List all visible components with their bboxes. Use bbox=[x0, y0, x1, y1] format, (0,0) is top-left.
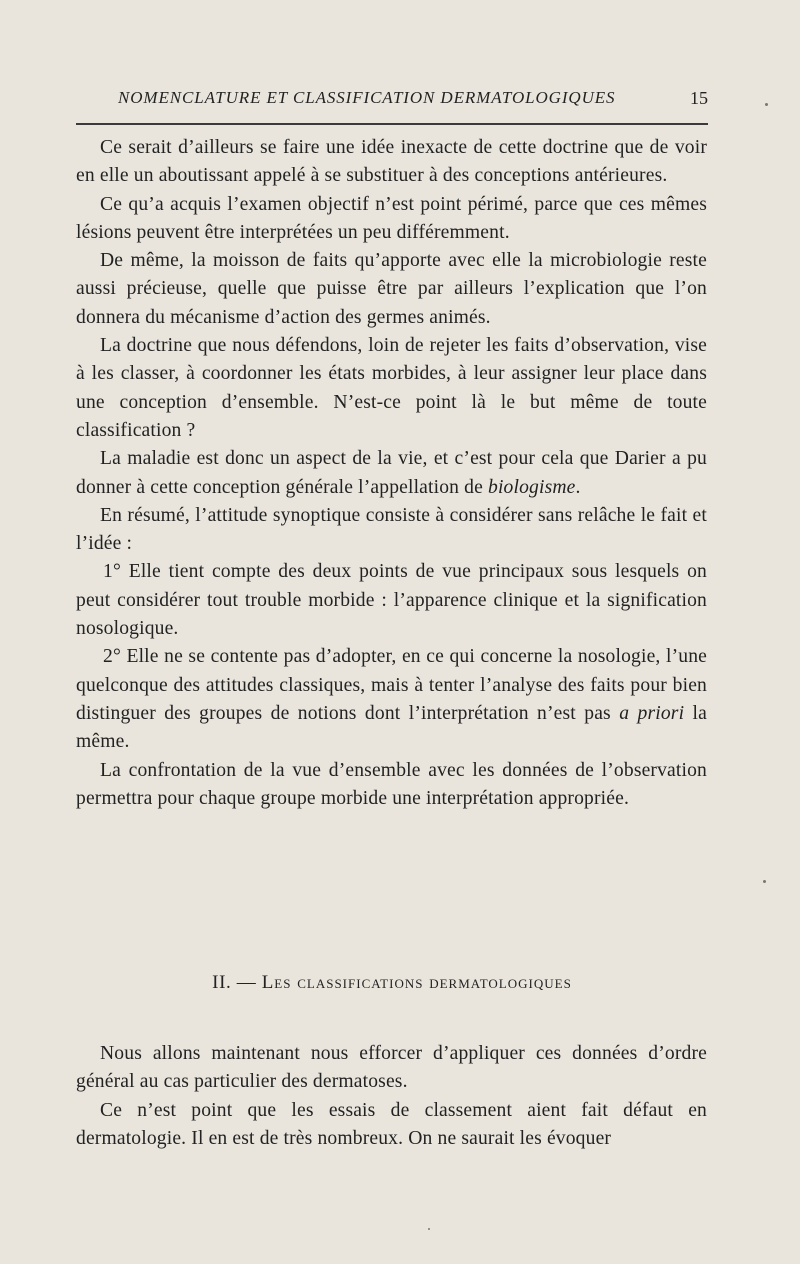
paragraph-text: 2° Elle ne se contente pas d’adopter, en ce qui concerne la nosologie, l’une quelconque des attitudes classiques, mais à tenter l’analyse des faits pour bien distinguer des groupes de notions dont l’interprétation n’est pas bbox=[76, 646, 707, 724]
running-title: NOMENCLATURE ET CLASSIFICATION DERMATOLOGIQUES bbox=[118, 88, 616, 107]
paper-speck bbox=[763, 880, 766, 883]
paper-speck bbox=[765, 103, 768, 106]
paper-speck bbox=[428, 1228, 430, 1230]
paragraph: La confrontation de la vue d’ensemble avec les données de l’observation permettra pour chaque groupe morbide une interprétation appropriée. bbox=[76, 759, 707, 809]
paragraph: En résumé, l’attitude synoptique consiste à considérer sans relâche le fait et l’idée : bbox=[76, 504, 707, 555]
paragraph: Ce n’est point que les essais de classement aient fait défaut en dermatologie. Il en est de très nombreux. On ne saurait les évoquer bbox=[76, 1099, 707, 1149]
paragraph-text: La maladie est donc un aspect de la vie, et c’est pour cela que Darier a pu donner à cette conception générale l’appellation de bbox=[76, 448, 707, 498]
page-number: 15 bbox=[690, 88, 708, 108]
paragraph-text: . bbox=[575, 476, 581, 498]
paragraph: La doctrine que nous défendons, loin de rejeter les faits d’observation, vise à les classer, à coordonner les états morbides, à leur assigner leur place dans une conception d’ensemble. N’est-ce point là le but même de toute classification ? bbox=[76, 335, 707, 441]
main-text bbox=[76, 134, 707, 813]
paragraph: De même, la moisson de faits qu’apporte avec elle la microbiologie reste aussi précieuse, quelle que puisse être par ailleurs l’explication que l’on donnera du mécanisme d’action des germes animés. bbox=[76, 250, 707, 328]
section-text bbox=[76, 1040, 707, 1153]
section-number: II. — bbox=[212, 972, 262, 993]
paragraph: Ce qu’a acquis l’examen objectif n’est point périmé, parce que ces mêmes lésions peuvent être interprétées un peu différemment. bbox=[76, 193, 707, 243]
italic-term: a priori bbox=[619, 702, 685, 724]
paragraph: Nous allons maintenant nous efforcer d’appliquer ces données d’ordre général au cas particulier des dermatoses. bbox=[76, 1043, 707, 1093]
page-header bbox=[76, 88, 708, 118]
header-rule bbox=[76, 123, 708, 125]
section-heading bbox=[76, 972, 708, 994]
italic-term: biologisme bbox=[488, 476, 576, 498]
numbered-paragraph bbox=[76, 643, 707, 756]
paragraph bbox=[76, 445, 707, 502]
section-title: Les classifications dermatologiques bbox=[261, 972, 572, 993]
paragraph: Ce serait d’ailleurs se faire une idée inexacte de cette doctrine que de voir en elle un aboutissant appelé à se substituer à des conceptions antérieures. bbox=[76, 137, 707, 187]
numbered-paragraph: 1° Elle tient compte des deux points de vue principaux sous lesquels on peut considérer tout trouble morbide : l’apparence clinique et la signification nosologique. bbox=[76, 561, 707, 640]
paragraph-text: la même. bbox=[76, 702, 707, 753]
